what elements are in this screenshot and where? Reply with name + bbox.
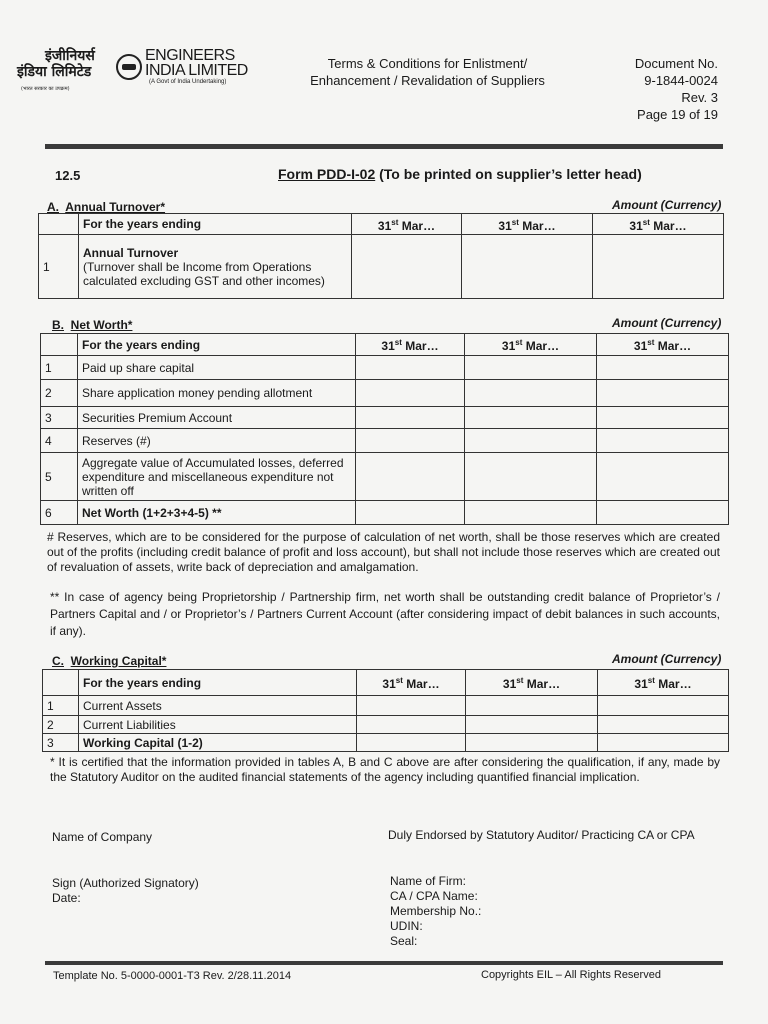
year-column: 31st Mar… bbox=[352, 214, 462, 235]
year-column: 31st Mar… bbox=[465, 334, 597, 356]
document-info: Document No. 9-1844-0024 Rev. 3 Page 19 of 19 bbox=[634, 56, 718, 122]
year-column: 31st Mar… bbox=[593, 214, 724, 235]
value-cell[interactable] bbox=[597, 407, 729, 429]
copyright-text: Copyrights EIL – All Rights Reserved bbox=[481, 969, 661, 981]
value-cell[interactable] bbox=[462, 235, 593, 299]
year-column: 31st Mar… bbox=[598, 670, 729, 696]
value-cell[interactable] bbox=[356, 429, 465, 453]
value-cell[interactable] bbox=[597, 453, 729, 501]
value-cell[interactable] bbox=[465, 380, 597, 407]
table-row: 6 Net Worth (1+2+3+4-5) ** bbox=[41, 501, 729, 525]
value-cell[interactable] bbox=[356, 356, 465, 380]
table-row: 1 Annual Turnover (Turnover shall be Income from Operations calculated excluding GST and other incomes) bbox=[39, 235, 724, 299]
form-title: Form PDD-I-02 (To be printed on supplier’s letter head) bbox=[278, 166, 642, 182]
section-a-heading: A. Annual Turnover* bbox=[47, 200, 166, 214]
annual-turnover-table bbox=[38, 213, 724, 299]
section-b-amount-label: Amount (Currency) bbox=[612, 316, 722, 330]
net-worth-table bbox=[40, 333, 729, 525]
table-header-row: For the years ending 31st Mar… 31st Mar… 31st Mar… bbox=[41, 334, 729, 356]
table-header-row: For the years ending 31st Mar… 31st Mar… 31st Mar… bbox=[43, 670, 729, 696]
value-cell[interactable] bbox=[466, 734, 598, 752]
membership-label: Membership No.: bbox=[390, 904, 482, 918]
value-cell[interactable] bbox=[356, 407, 465, 429]
date-label: Date: bbox=[52, 891, 81, 905]
ca-name-label: CA / CPA Name: bbox=[390, 889, 478, 903]
document-title: Terms & Conditions for Enlistment/ Enhancement / Revalidation of Suppliers bbox=[310, 56, 545, 88]
section-b-heading: B. Net Worth* bbox=[52, 318, 133, 332]
udin-label: UDIN: bbox=[390, 919, 423, 933]
value-cell[interactable] bbox=[466, 696, 598, 716]
table-row: 1 Paid up share capital bbox=[41, 356, 729, 380]
section-c-amount-label: Amount (Currency) bbox=[612, 652, 722, 666]
template-number: Template No. 5-0000-0001-T3 Rev. 2/28.11.2014 bbox=[53, 970, 292, 982]
value-cell[interactable] bbox=[593, 235, 724, 299]
eil-emblem-icon bbox=[116, 54, 142, 80]
value-cell[interactable] bbox=[465, 501, 597, 525]
value-cell[interactable] bbox=[598, 716, 729, 734]
value-cell[interactable] bbox=[465, 429, 597, 453]
company-name-label: Name of Company bbox=[52, 830, 153, 844]
company-logo: इंजीनियर्स इंडिया लिमिटेड (भारत सरकार का उपक्रम) ENGINEERS INDIA LIMITED (A Govt of India Undertaking) bbox=[17, 47, 248, 92]
table-row: 2 Current Liabilities bbox=[43, 716, 729, 734]
value-cell[interactable] bbox=[466, 716, 598, 734]
value-cell[interactable] bbox=[597, 501, 729, 525]
certification-note: * It is certified that the information provided in tables A, B and C above are after considering the qualification, if any, made by the Statutory Auditor on the audited financial statements of the agency including quantified financial implication. bbox=[50, 755, 720, 784]
value-cell[interactable] bbox=[352, 235, 462, 299]
table-row: 3 Working Capital (1-2) bbox=[43, 734, 729, 752]
value-cell[interactable] bbox=[597, 429, 729, 453]
value-cell[interactable] bbox=[598, 734, 729, 752]
seal-label: Seal: bbox=[390, 934, 418, 948]
header-divider bbox=[45, 144, 723, 149]
auditor-block bbox=[390, 874, 481, 949]
value-cell[interactable] bbox=[465, 407, 597, 429]
value-cell[interactable] bbox=[597, 356, 729, 380]
section-a-amount-label: Amount (Currency) bbox=[612, 198, 722, 212]
year-column: 31st Mar… bbox=[356, 334, 465, 356]
table-row: 4 Reserves (#) bbox=[41, 429, 729, 453]
year-column: 31st Mar… bbox=[357, 670, 466, 696]
value-cell[interactable] bbox=[465, 453, 597, 501]
table-row: 3 Securities Premium Account bbox=[41, 407, 729, 429]
value-cell[interactable] bbox=[357, 716, 466, 734]
value-cell[interactable] bbox=[356, 501, 465, 525]
value-cell[interactable] bbox=[598, 696, 729, 716]
endorsement-label: Duly Endorsed by Statutory Auditor/ Practicing CA or CPA bbox=[388, 828, 695, 842]
table-header-row: For the years ending 31st Mar… 31st Mar… 31st Mar… bbox=[39, 214, 724, 235]
value-cell[interactable] bbox=[357, 734, 466, 752]
footer-divider bbox=[45, 961, 723, 965]
table-row: 2 Share application money pending allotment bbox=[41, 380, 729, 407]
value-cell[interactable] bbox=[597, 380, 729, 407]
table-row: 1 Current Assets bbox=[43, 696, 729, 716]
year-column: 31st Mar… bbox=[462, 214, 593, 235]
value-cell[interactable] bbox=[356, 380, 465, 407]
year-column: 31st Mar… bbox=[466, 670, 598, 696]
value-cell[interactable] bbox=[357, 696, 466, 716]
section-number: 12.5 bbox=[55, 168, 81, 183]
section-c-heading: C. Working Capital* bbox=[52, 654, 167, 668]
value-cell[interactable] bbox=[356, 453, 465, 501]
firm-name-label: Name of Firm: bbox=[390, 874, 467, 888]
signatory-block bbox=[52, 876, 199, 906]
year-column: 31st Mar… bbox=[597, 334, 729, 356]
working-capital-table bbox=[42, 669, 729, 752]
logo-english-text: ENGINEERS INDIA LIMITED (A Govt of India Undertaking) bbox=[145, 47, 248, 85]
value-cell[interactable] bbox=[465, 356, 597, 380]
table-row: 5 Aggregate value of Accumulated losses, deferred expenditure and miscellaneous expenditure not written off bbox=[41, 453, 729, 501]
reserves-note: # Reserves, which are to be considered for the purpose of calculation of net worth, shall be those reserves which are created out of the profits (including credit balance of profit and loss account), but shall not include those reserves which are created out of revaluation of assets, write back of depreciation and amalgamation. bbox=[47, 530, 720, 574]
net-worth-proprietorship-note: ** In case of agency being Proprietorship / Partnership firm, net worth shall be outstanding credit balance of Proprietor’s / Partners Capital and / or Proprietor’s / Partners Current Account (after considering impact of debit balances in such accounts, if any). bbox=[50, 590, 720, 638]
sign-label: Sign (Authorized Signatory) bbox=[52, 876, 199, 890]
